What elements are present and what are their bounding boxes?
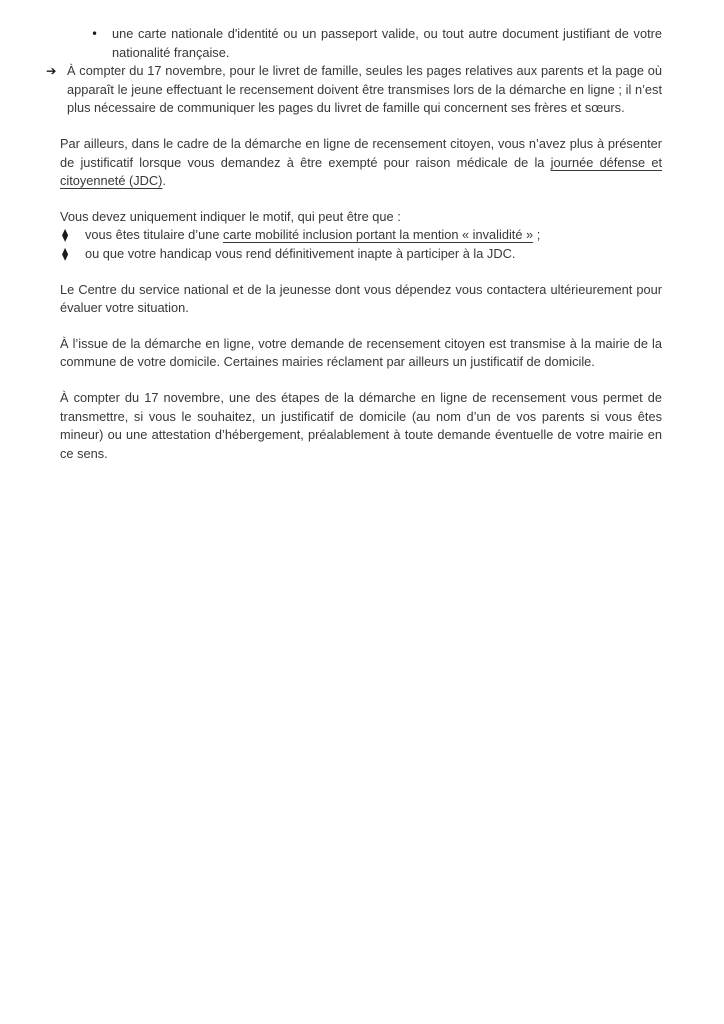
bullet-list-item bbox=[60, 25, 662, 62]
text-content: Vous devez uniquement indiquer le motif, qui peut être que : bbox=[60, 208, 401, 224]
underlined-text: journée défense et citoyenneté (JDC) bbox=[60, 154, 663, 189]
diamond-icon: ⧫ bbox=[62, 245, 69, 261]
paragraph bbox=[60, 135, 662, 191]
diamond-list-item bbox=[60, 226, 662, 245]
text-content: ou que votre handicap vous rend définitivement inapte à participer à la JDC. bbox=[85, 245, 516, 261]
arrow-icon: ➔ bbox=[46, 63, 57, 79]
paragraph bbox=[60, 281, 662, 318]
diamond-list-item bbox=[60, 245, 662, 264]
text-content: À compter du 17 novembre, une des étapes de la démarche en ligne de recensement vous permet de transmettre, si vous le souhaitez, un justificatif de domicile (au nom d’un de vos parents si vous êtes mineur) ou une attestation d’hébergement, préalablement à toute demande éventuelle de votre mairie en ce sens. bbox=[60, 389, 662, 461]
text-content: À compter du 17 novembre, pour le livret de famille, seules les pages relatives aux parents et la page où apparaît le jeune effectuant le recensement doivent être transmises lors de la démarche en ligne ; il n’est plus nécessaire de communiquer les pages du livret de famille qui concernent ses frères et sœurs. bbox=[67, 63, 662, 116]
text-content: À l’issue de la démarche en ligne, votre demande de recensement citoyen est transmise à la mairie de la commune de votre domicile. Certaines mairies réclament par ailleurs un justificatif de domicile. bbox=[60, 335, 662, 370]
text-content: Par ailleurs, dans le cadre de la démarche en ligne de recensement citoyen, vous n’avez plus à présenter de justificatif lorsque vous demandez à être exempté pour raison médicale de la journée défense et citoyenneté (JDC). bbox=[60, 135, 663, 189]
paragraph bbox=[60, 335, 662, 372]
paragraph bbox=[60, 389, 662, 463]
text-content: une carte nationale d'identité ou un passeport valide, ou tout autre document justifiant de votre nationalité française. bbox=[112, 26, 662, 60]
diamond-icon: ⧫ bbox=[62, 227, 69, 243]
bullet-icon: • bbox=[91, 27, 99, 41]
text-content: vous êtes titulaire d’une carte mobilité inclusion portant la mention « invalidité » ; bbox=[85, 227, 541, 243]
arrow-list-item bbox=[46, 62, 662, 118]
paragraph bbox=[60, 208, 662, 227]
text-content: Le Centre du service national et de la jeunesse dont vous dépendez vous contactera ultérieurement pour évaluer votre situation. bbox=[60, 281, 662, 316]
underlined-text: carte mobilité inclusion portant la mention « invalidité » bbox=[223, 227, 534, 243]
